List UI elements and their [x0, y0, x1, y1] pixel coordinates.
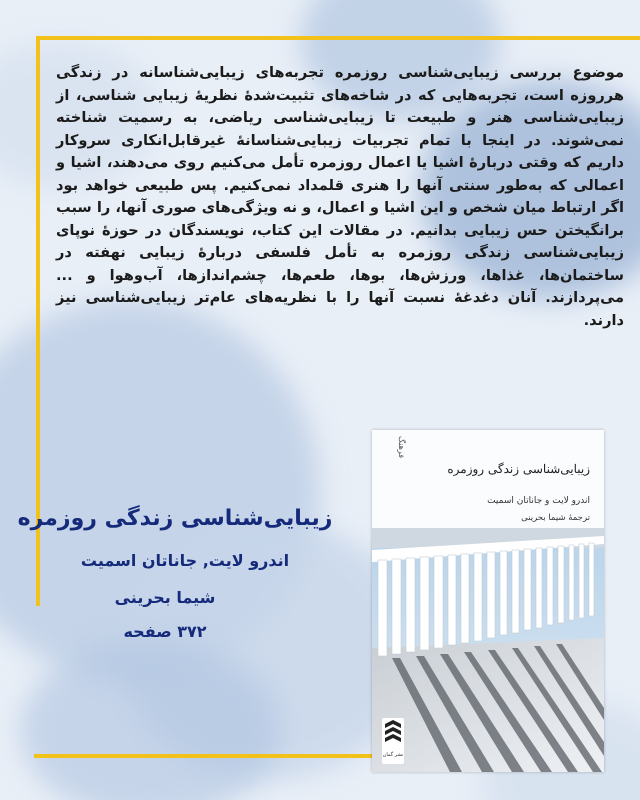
cover-railing-photo — [372, 528, 604, 772]
frame-line-top — [36, 36, 640, 40]
book-page-count: ۳۷۲ صفحه — [123, 622, 207, 641]
description-paragraph: موضوع بررسی زیبایی‌شناسی روزمره تجربه‌های زیبایی‌شناسانه در زندگی هرروزه است، تجربه‌هایی که در شاخه‌های تثبیت‌شدهٔ نظریهٔ زیبایی شناسی، از زیبایی‌شناسی هنر و طبیعت تا زیبایی‌شناسی ریاضی، به رسمیت شناخته نمی‌شوند. در اینجا با تمام تجربیات زیبایی‌شناسانهٔ غیرقابل‌انکاری سروکار داریم که وقتی دربارهٔ اشیا یا اعمال روزمره تأمل می‌کنیم روی می‌دهند، اشیا و اعمالی که به‌طور سنتی آنها را هنری قلمداد نمی‌کنیم. پس طبیعی خواهد بود اگر ارتباط میان شخص و این اشیا و اعمال، و نه ویژگی‌های صوری آنها، را سبب برانگیختن حس زیبایی بدانیم. در مقالات این کتاب، نویسندگان در حوزهٔ نوپای زیبایی‌شناسی زندگی روزمره به تأمل فلسفی دربارهٔ زیبایی نهفته در ساختمان‌ها، غذاها، ورزش‌ها، بوها، طعم‌ها، چشم‌اندازها، آب‌وهوا و ... می‌پردازند. آنان دغدغهٔ نسبت آنها را با نظریه‌های عام‌تر زیبایی‌شناسی نیز دارند. — [56, 64, 624, 329]
book-authors: اندرو لایت, جاناتان اسمیت — [80, 551, 290, 570]
frame-line-bottom — [34, 754, 374, 758]
book-translator: شیما بحرینی — [114, 588, 216, 607]
cover-translator: ترجمهٔ شیما بحرینی — [521, 513, 590, 523]
cover-authors: اندرو لایت و جاناتان اسمیت — [487, 496, 590, 506]
cover-title: زیبایی‌شناسی زندگی روزمره — [447, 462, 590, 476]
cover-series-mark: فرهنگ — [397, 436, 406, 459]
book-title: زیبایی‌شناسی زندگی روزمره — [17, 506, 333, 531]
book-cover — [372, 430, 604, 772]
publisher-name: نشر گمان — [382, 752, 404, 758]
